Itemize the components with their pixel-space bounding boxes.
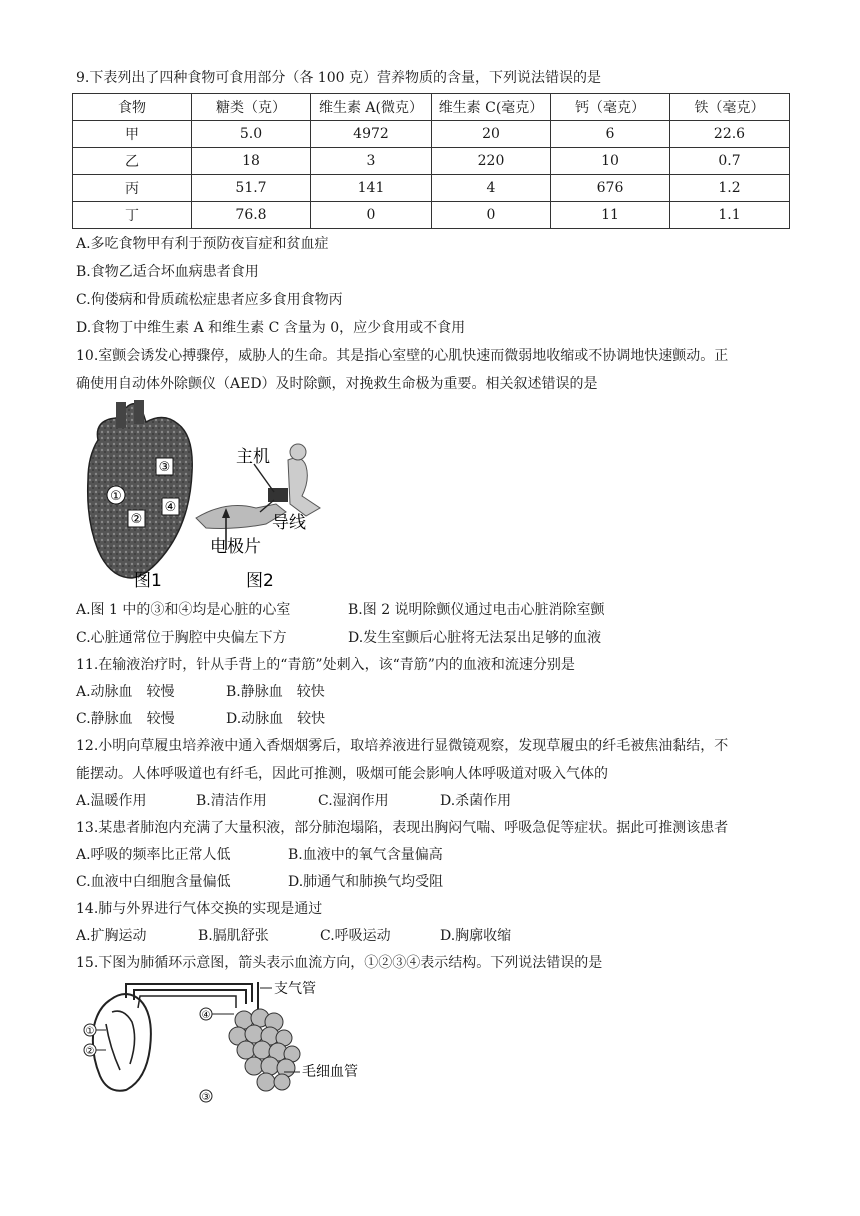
q13-option-d: D.肺通气和肺换气均受阻 bbox=[288, 874, 444, 890]
q9-option-c: C.佝偻病和骨质疏松症患者应多食用食物丙 bbox=[76, 292, 343, 308]
heart-aed-illustration bbox=[76, 400, 366, 590]
table-cell: 0 bbox=[311, 202, 432, 229]
label-host: 主机 bbox=[236, 447, 270, 467]
label-wire: 导线 bbox=[272, 513, 306, 533]
q9-option-d: D.食物丁中维生素 A 和维生素 C 含量为 0，应少食用或不食用 bbox=[76, 320, 466, 336]
marker-2: ② bbox=[130, 512, 143, 527]
q9-option-b: B.食物乙适合坏血病患者食用 bbox=[76, 264, 259, 280]
table-cell: 18 bbox=[192, 148, 311, 175]
table-cell: 220 bbox=[432, 148, 551, 175]
q14-option-c: C.呼吸运动 bbox=[320, 928, 391, 944]
label-bronchus: 支气管 bbox=[274, 981, 316, 997]
table-cell: 6 bbox=[551, 121, 670, 148]
table-cell: 1.1 bbox=[670, 202, 790, 229]
table-header-cell: 维生素 A(微克） bbox=[311, 94, 432, 121]
q15-stem: 15.下图为肺循环示意图，箭头表示血流方向，①②③④表示结构。下列说法错误的是 bbox=[76, 955, 603, 971]
table-cell: 丁 bbox=[73, 202, 192, 229]
q9-option-a: A.多吃食物甲有利于预防夜盲症和贫血症 bbox=[76, 236, 329, 252]
heart-shape bbox=[88, 404, 193, 578]
table-cell: 5.0 bbox=[192, 121, 311, 148]
q12-stem-line2: 能摆动。人体呼吸道也有纤毛，因此可推测，吸烟可能会影响人体呼吸道对吸入气体的 bbox=[76, 766, 608, 782]
table-cell: 0 bbox=[432, 202, 551, 229]
q12-option-d: D.杀菌作用 bbox=[440, 793, 512, 809]
table-cell: 141 bbox=[311, 175, 432, 202]
marker-2: ② bbox=[85, 1046, 95, 1057]
table-cell: 10 bbox=[551, 148, 670, 175]
table-cell: 4972 bbox=[311, 121, 432, 148]
table-cell: 丙 bbox=[73, 175, 192, 202]
table-cell: 51.7 bbox=[192, 175, 311, 202]
table-cell: 20 bbox=[432, 121, 551, 148]
table-cell: 11 bbox=[551, 202, 670, 229]
q12-stem-line1: 12.小明向草履虫培养液中通入香烟烟雾后，取培养液进行显微镜观察，发现草履虫的纤毛被焦油黏结，不 bbox=[76, 738, 729, 754]
table-cell: 甲 bbox=[73, 121, 192, 148]
q14-stem: 14.肺与外界进行气体交换的实现是通过 bbox=[76, 901, 323, 917]
alveoli-cluster bbox=[229, 1009, 300, 1091]
q10-stem-line1: 10.室颤会诱发心搏骤停，威胁人的生命。其是指心室壁的心肌快速而微弱地收缩或不协调地快速颤动。正 bbox=[76, 348, 729, 364]
q12-option-c: C.湿润作用 bbox=[318, 793, 389, 809]
q9-stem: 9.下表列出了四种食物可食用部分（各 100 克）营养物质的含量，下列说法错误的是 bbox=[76, 70, 601, 86]
table-row bbox=[73, 148, 790, 175]
marker-3: ③ bbox=[158, 460, 171, 475]
table-cell: 76.8 bbox=[192, 202, 311, 229]
q11-option-b: B.静脉血 较快 bbox=[226, 684, 325, 700]
q13-stem: 13.某患者肺泡内充满了大量积液，部分肺泡塌陷，表现出胸闷气喘、呼吸急促等症状。据此可推测该患者 bbox=[76, 820, 729, 836]
q10-option-c: C.心脏通常位于胸腔中央偏左下方 bbox=[76, 630, 287, 646]
table-row bbox=[73, 202, 790, 229]
table-cell: 4 bbox=[432, 175, 551, 202]
table-cell: 1.2 bbox=[670, 175, 790, 202]
table-header-cell: 维生素 C(毫克） bbox=[432, 94, 551, 121]
table-header-cell: 糖类（克） bbox=[192, 94, 311, 121]
table-cell: 0.7 bbox=[670, 148, 790, 175]
table-row bbox=[73, 121, 790, 148]
q15-figure bbox=[76, 978, 376, 1108]
q10-option-a: A.图 1 中的③和④均是心脏的心室 bbox=[76, 602, 291, 618]
table-header-row bbox=[73, 94, 790, 121]
table-header-cell: 食物 bbox=[73, 94, 192, 121]
q11-option-a: A.动脉血 较慢 bbox=[76, 684, 175, 700]
label-capillary: 毛细血管 bbox=[302, 1064, 358, 1080]
table-cell: 3 bbox=[311, 148, 432, 175]
q10-stem-line2: 确使用自动体外除颤仪（AED）及时除颤，对挽救生命极为重要。相关叙述错误的是 bbox=[76, 376, 598, 392]
q10-option-d: D.发生室颤后心脏将无法泵出足够的血液 bbox=[348, 630, 602, 646]
fig2-caption: 图2 bbox=[246, 571, 274, 590]
marker-4: ④ bbox=[164, 500, 177, 515]
fig1-caption: 图1 bbox=[134, 571, 162, 590]
q13-option-a: A.呼吸的频率比正常人低 bbox=[76, 847, 231, 863]
table-row bbox=[73, 175, 790, 202]
q10-figure bbox=[76, 400, 366, 590]
q13-option-b: B.血液中的氧气含量偏高 bbox=[288, 847, 443, 863]
table-header-cell: 铁（毫克） bbox=[670, 94, 790, 121]
q11-stem: 11.在输液治疗时，针从手背上的“青筋”处刺入，该“青筋”内的血液和流速分别是 bbox=[76, 657, 575, 673]
marker-1: ① bbox=[110, 489, 122, 504]
q10-option-b: B.图 2 说明除颤仪通过电击心脏消除室颤 bbox=[348, 602, 605, 618]
aed-host-box bbox=[268, 488, 288, 502]
marker-4: ④ bbox=[201, 1010, 211, 1021]
table-cell: 乙 bbox=[73, 148, 192, 175]
q13-option-c: C.血液中白细胞含量偏低 bbox=[76, 874, 231, 890]
label-electrode: 电极片 bbox=[210, 537, 261, 557]
table-cell: 676 bbox=[551, 175, 670, 202]
q12-option-b: B.清洁作用 bbox=[196, 793, 267, 809]
pulmonary-circulation-diagram bbox=[76, 978, 376, 1108]
table-cell: 22.6 bbox=[670, 121, 790, 148]
q12-option-a: A.温暖作用 bbox=[76, 793, 147, 809]
q11-option-d: D.动脉血 较快 bbox=[226, 711, 326, 727]
marker-1: ① bbox=[85, 1026, 95, 1037]
rescuer-shape bbox=[288, 458, 320, 516]
q14-option-b: B.膈肌舒张 bbox=[198, 928, 269, 944]
table-header-cell: 钙（毫克） bbox=[551, 94, 670, 121]
marker-3: ③ bbox=[201, 1092, 211, 1103]
q14-option-a: A.扩胸运动 bbox=[76, 928, 147, 944]
q11-option-c: C.静脉血 较慢 bbox=[76, 711, 175, 727]
heart-outline bbox=[93, 994, 151, 1091]
nutrient-table bbox=[72, 93, 790, 229]
q14-option-d: D.胸廓收缩 bbox=[440, 928, 512, 944]
